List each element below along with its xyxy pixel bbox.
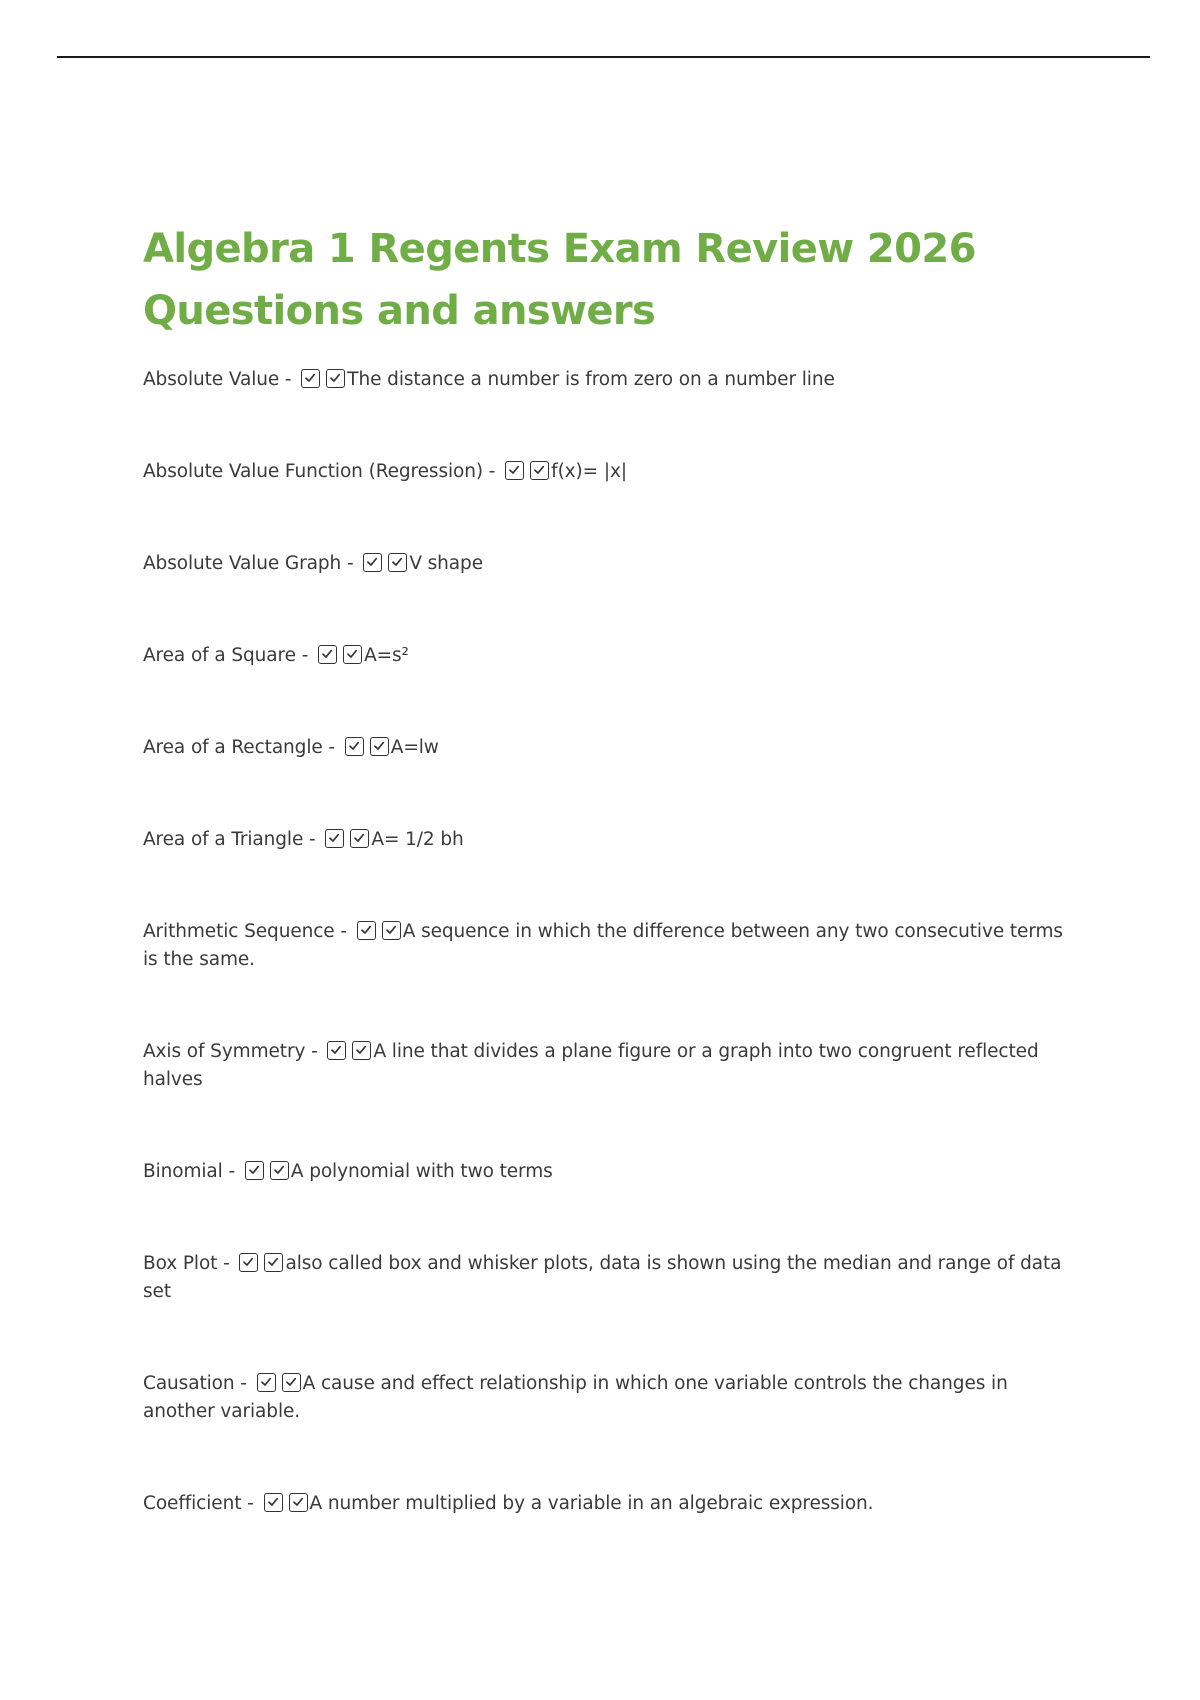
checkbox-icon — [282, 1373, 301, 1392]
glossary-entry — [143, 1158, 1073, 1186]
entry-separator: - — [222, 1161, 241, 1182]
entry-term: Causation — [143, 1373, 235, 1394]
check-mark-icon — [372, 739, 386, 753]
entry-term: Absolute Value Function (Regression) — [143, 461, 484, 482]
entry-separator: - — [234, 1373, 253, 1394]
entry-separator: - — [322, 737, 341, 758]
checkbox-icon — [264, 1253, 283, 1272]
glossary-entry — [143, 1250, 1073, 1306]
glossary-entry — [143, 550, 1073, 578]
checkbox-icon — [239, 1253, 258, 1272]
glossary-entry — [143, 918, 1073, 974]
check-mark-icon — [291, 1495, 305, 1509]
check-mark-icon — [345, 647, 359, 661]
checkbox-icon — [345, 737, 364, 756]
checkbox-icon — [388, 553, 407, 572]
check-mark-icon — [303, 371, 317, 385]
glossary-entry — [143, 1370, 1073, 1426]
checkbox-icon — [325, 829, 344, 848]
entry-term: Box Plot — [143, 1253, 218, 1274]
entry-definition: A number multiplied by a variable in an algebraic expression. — [309, 1493, 874, 1514]
checkbox-icon — [289, 1493, 308, 1512]
entry-definition: A=s² — [364, 645, 409, 666]
entry-definition: A=lw — [390, 737, 439, 758]
page-title-line-1: Algebra 1 Regents Exam Review 2026 — [143, 226, 976, 272]
entry-definition: A polynomial with two terms — [290, 1161, 553, 1182]
check-mark-icon — [272, 1163, 286, 1177]
entry-separator: - — [217, 1253, 236, 1274]
entry-term: Area of a Rectangle — [143, 737, 323, 758]
page-title — [143, 218, 1073, 342]
glossary-entry — [143, 1490, 1073, 1518]
checkbox-icon — [264, 1493, 283, 1512]
glossary-entry — [143, 642, 1073, 670]
document-body — [143, 218, 1073, 1582]
checkbox-icon — [326, 369, 345, 388]
entry-separator: - — [241, 1493, 260, 1514]
entry-separator: - — [303, 829, 322, 850]
checkbox-icon — [530, 461, 549, 480]
check-mark-icon — [328, 371, 342, 385]
checkbox-icon — [363, 553, 382, 572]
checkbox-icon — [370, 737, 389, 756]
check-mark-icon — [327, 831, 341, 845]
entry-term: Absolute Value — [143, 369, 280, 390]
check-mark-icon — [359, 923, 373, 937]
checkbox-icon — [318, 645, 337, 664]
glossary-entry — [143, 366, 1073, 394]
entry-term: Area of a Triangle — [143, 829, 304, 850]
entry-term: Area of a Square — [143, 645, 296, 666]
entry-term: Binomial — [143, 1161, 223, 1182]
checkbox-icon — [245, 1161, 264, 1180]
glossary-entry — [143, 1038, 1073, 1094]
glossary-entry — [143, 826, 1073, 854]
check-mark-icon — [352, 831, 366, 845]
check-mark-icon — [507, 463, 521, 477]
check-mark-icon — [266, 1255, 280, 1269]
check-mark-icon — [284, 1375, 298, 1389]
check-mark-icon — [390, 555, 404, 569]
checkbox-icon — [270, 1161, 289, 1180]
check-mark-icon — [329, 1043, 343, 1057]
entry-definition: The distance a number is from zero on a number line — [347, 369, 835, 390]
page-title-line-2: Questions and answers — [143, 288, 656, 334]
entry-separator: - — [279, 369, 298, 390]
entry-separator: - — [295, 645, 315, 666]
entry-term: Arithmetic Sequence — [143, 921, 335, 942]
entry-definition: f(x)= |x| — [551, 461, 627, 482]
header-rule — [57, 56, 1150, 58]
checkbox-icon — [301, 369, 320, 388]
entry-definition: A sequence in which the difference between any two consecutive terms is the same. — [143, 921, 1063, 970]
checkbox-icon — [257, 1373, 276, 1392]
check-mark-icon — [347, 739, 361, 753]
entry-definition: also called box and whisker plots, data is shown using the median and range of data set — [143, 1253, 1062, 1302]
entry-definition: A line that divides a plane figure or a graph into two congruent reflected halves — [143, 1041, 1039, 1090]
check-mark-icon — [259, 1375, 273, 1389]
glossary-entry — [143, 734, 1073, 762]
checkbox-icon — [350, 829, 369, 848]
check-mark-icon — [365, 555, 379, 569]
checkbox-icon — [382, 921, 401, 940]
entry-term: Axis of Symmetry — [143, 1041, 306, 1062]
entry-term: Coefficient — [143, 1493, 242, 1514]
check-mark-icon — [354, 1043, 368, 1057]
check-mark-icon — [241, 1255, 255, 1269]
check-mark-icon — [266, 1495, 280, 1509]
entry-definition: A cause and effect relationship in which one variable controls the changes in another variable. — [143, 1373, 1008, 1422]
check-mark-icon — [247, 1163, 261, 1177]
entry-separator: - — [341, 553, 360, 574]
entry-separator: - — [483, 461, 502, 482]
check-mark-icon — [384, 923, 398, 937]
entry-separator: - — [305, 1041, 324, 1062]
checkbox-icon — [505, 461, 524, 480]
checkbox-icon — [357, 921, 376, 940]
checkbox-icon — [343, 645, 362, 664]
check-mark-icon — [320, 647, 334, 661]
check-mark-icon — [532, 463, 546, 477]
entry-separator: - — [334, 921, 353, 942]
entry-definition: A= 1/2 bh — [371, 829, 464, 850]
checkbox-icon — [327, 1041, 346, 1060]
entry-term: Absolute Value Graph — [143, 553, 342, 574]
glossary-entry — [143, 458, 1073, 486]
checkbox-icon — [352, 1041, 371, 1060]
entry-definition: V shape — [409, 553, 483, 574]
entry-list — [143, 366, 1073, 1518]
